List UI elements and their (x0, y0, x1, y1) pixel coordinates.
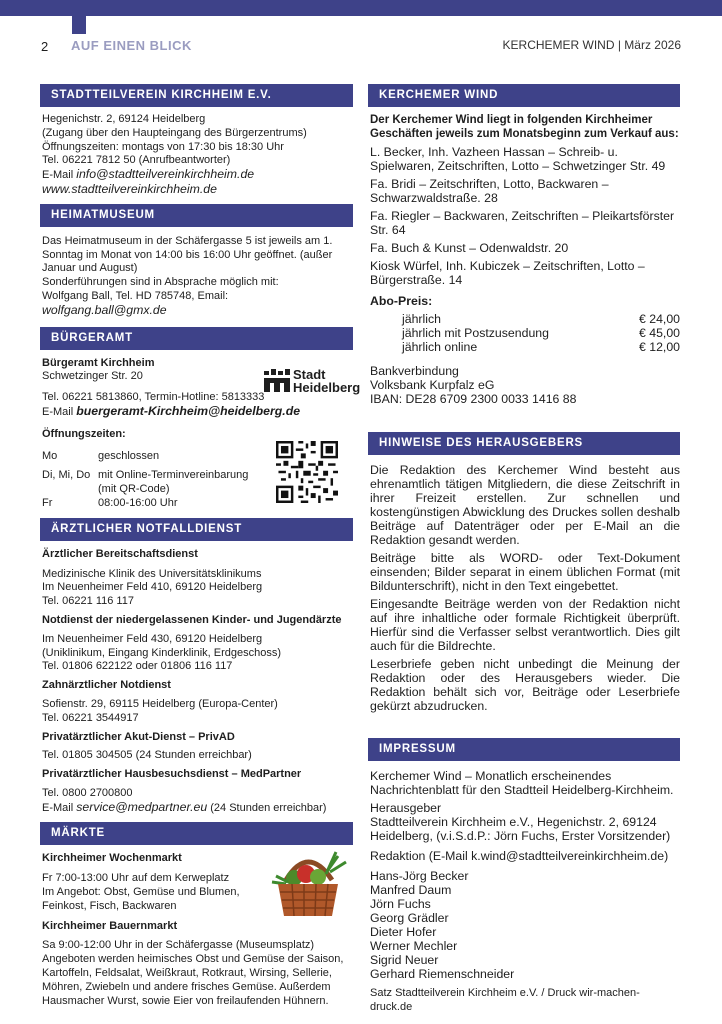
service-email-line (42, 801, 353, 816)
service-line: Tel. 06221 116 117 (42, 595, 134, 608)
publisher-label: Herausgeber (370, 801, 442, 815)
museum-text: Das Heimatmuseum in der Schäfergasse 5 ist jeweils am 1. Sonntag im Monat von 14:00 bis 16:00 Uhr geöffnet. (außer Januar und August) (42, 234, 333, 275)
member-name: Gerhard Riemenschneider (370, 967, 515, 981)
hinweis-paragraph: Leserbriefe geben nicht unbedingt die Meinung der Redaktion oder des Herausgebers wieder. Die Redaktion behält sich vor, Beiträge oder Leserbriefe gekürzt abzudrucken. (370, 657, 680, 713)
bank-line: Bankverbindung (370, 364, 459, 378)
price-value: € 24,00 (638, 312, 680, 326)
member-name: Werner Mechler (370, 939, 458, 953)
buergeramt-address: Schwetzinger Str. 20 (42, 370, 143, 383)
shop-item: Kiosk Würfel, Inh. Kubiczek – Zeitschriften, Lotto – Bürgerstraße. 14 (370, 259, 645, 287)
maerkte-header: MÄRKTE (40, 822, 353, 845)
contact-email-link[interactable]: wolfgang.ball@gmx.de (42, 302, 167, 317)
service-line: Medizinische Klinik des Universitätsklinikums (42, 567, 262, 580)
member-name: Sigrid Neuer (370, 953, 439, 967)
website-line (42, 183, 353, 198)
notfalldienst-header: ÄRZTLICHER NOTFALLDIENST (40, 518, 353, 541)
impressum-footer: Satz Stadtteilverein Kirchheim e.V. / Druck wir-machen-druck.de (370, 987, 640, 1013)
top-tab-marker (72, 16, 86, 34)
top-color-bar (0, 0, 722, 16)
email-prefix: E-Mail (42, 801, 77, 814)
logo-line: Stadt (293, 366, 326, 382)
hours-time: mit Online-Terminvereinbarung (98, 469, 249, 482)
logo-text (293, 368, 360, 394)
buergeramt-phone: Tel. 06221 5813860, Termin-Hotline: 5813333 (42, 391, 265, 404)
stadtteilverein-header: STADTTEILVEREIN KIRCHHEIM E.V. (40, 84, 353, 107)
service-line: Tel. 06221 3544917 (42, 711, 139, 724)
buergeramt-email-line (42, 405, 353, 420)
service-heading: Notdienst der niedergelassenen Kinder- und Jugendärzte (42, 613, 342, 626)
hinweise-header: HINWEISE DES HERAUSGEBERS (368, 432, 680, 455)
member-name: Jörn Fuchs (370, 897, 431, 911)
price-list (370, 312, 680, 354)
page-number: 2 (41, 39, 49, 54)
buergeramt-name: Bürgeramt Kirchheim (42, 356, 155, 369)
contact-prefix: Wolfgang Ball, Tel. HD 785748, Email: (42, 289, 229, 302)
page-section-title: AUF EINEN BLICK (71, 38, 192, 53)
bank-line: Volksbank Kurpfalz eG (370, 378, 495, 392)
email-prefix: E-Mail (42, 405, 77, 418)
hours-day: Di, Mi, Do (42, 469, 91, 482)
price-row (370, 312, 680, 326)
bank-info (370, 364, 680, 406)
service-line: Tel. 0800 2700800 (42, 786, 133, 799)
hours-time: 08:00-16:00 Uhr (98, 496, 178, 509)
member-name: Manfred Daum (370, 883, 452, 897)
heidelberg-logo-mark (264, 369, 290, 393)
email-prefix: E-Mail (42, 169, 77, 182)
market-line: Im Angebot: Obst, Gemüse und Blumen, (42, 886, 240, 899)
price-value: € 45,00 (638, 326, 680, 340)
service-line: Tel. 01806 622122 oder 01806 116 117 (42, 660, 233, 673)
right-column (368, 84, 680, 1014)
notfalldienst-info (42, 548, 353, 816)
price-row (370, 326, 680, 340)
market-text: Sa 9:00-12:00 Uhr in der Schäfergasse (Museumsplatz) Angeboten werden heimisches Obst und Gemüse der Saison, Kartoffeln, Feldsalat, Weißkraut, Rotkraut, Wirsing, Sellerie, Möhren, Zwiebeln und andere frisches Gemüse. Außerdem Hausmacher Wurst, sowie Eier von freilaufenden Hühnern. (42, 939, 344, 1007)
service-heading: Privatärztlicher Akut-Dienst – PrivAD (42, 730, 235, 743)
heidelberg-logo-icon (264, 368, 360, 394)
market-heading: Kirchheimer Bauernmarkt (42, 919, 178, 932)
info-line: (Zugang über den Haupteingang des Bürgerzentrums) (42, 126, 307, 139)
market-line: Feinkost, Fisch, Backwaren (42, 899, 177, 912)
impressum-header: IMPRESSUM (368, 738, 680, 761)
kerchemer-info (370, 113, 680, 406)
hinweis-paragraph: Eingesandte Beiträge werden von der Redaktion nicht auf ihre inhaltliche oder formale Richtigkeit überprüft. Hierfür sind die Verfasser selbst verantwortlich. Dies gilt auch für die Bildrechte. (370, 597, 680, 653)
website-link[interactable]: www.stadtteilvereinkirchheim.de (42, 181, 217, 196)
hinweis-paragraph: Beiträge bitte als WORD- oder Text-Dokument einsenden; Bilder separat in einem üblichen Format (mit Bildunterschrift), nicht in den Text eingebettet. (370, 551, 680, 593)
service-line: Tel. 01805 304505 (24 Stunden erreichbar) (42, 749, 252, 762)
service-heading: Zahnärztlicher Notdienst (42, 679, 171, 692)
price-label: jährlich online (402, 340, 478, 354)
service-line: Sofienstr. 29, 69115 Heidelberg (Europa-Center) (42, 697, 278, 710)
maerkte-info (42, 852, 353, 1008)
email-suffix: (24 Stunden erreichbar) (207, 801, 327, 814)
service-line: Im Neuenheimer Feld 410, 69120 Heidelberg (42, 581, 263, 594)
issue-label: KERCHEMER WIND | März 2026 (502, 38, 681, 52)
logo-line: Heidelberg (293, 379, 361, 395)
shop-item: Fa. Buch & Kunst – Odenwaldstr. 20 (370, 241, 569, 255)
email-link[interactable]: info@stadtteilvereinkirchheim.de (76, 167, 255, 182)
kerchemer-header: KERCHEMER WIND (368, 84, 680, 107)
price-row (370, 340, 680, 354)
hours-title: Öffnungszeiten: (42, 427, 126, 440)
service-line: (Uniklinikum, Eingang Kinderklinik, Erdgeschoss) (42, 646, 282, 659)
museum-contact (42, 290, 353, 319)
shop-item: Fa. Riegler – Backwaren, Zeitschriften – Pleikartsförster Str. 64 (370, 209, 675, 237)
member-name: Georg Grädler (370, 911, 449, 925)
buergeramt-email-link[interactable]: buergeramt-Kirchheim@heidelberg.de (76, 403, 301, 418)
hours-time: geschlossen (98, 449, 160, 462)
info-line: Öffnungszeiten: montags von 17:30 bis 18:30 Uhr (42, 140, 284, 153)
redaktion-line: Redaktion (E-Mail k.wind@stadtteilvereinkirchheim.de) (370, 849, 669, 863)
vegetable-basket-icon (266, 850, 350, 920)
hours-day (42, 483, 98, 497)
info-line: Hegenichstr. 2, 69124 Heidelberg (42, 113, 206, 125)
shop-item: Fa. Bridi – Zeitschriften, Lotto, Backwaren – Schwarzwaldstraße. 28 (370, 177, 609, 205)
member-list (370, 869, 680, 981)
hinweis-paragraph: Die Redaktion des Kerchemer Wind besteht aus ehrenamtlich tätigen Mitgliedern, die diese Zeitschrift in ihrer Freizeit erstellen. Zur schnellen und kostengünstigen Abwicklung des Druckes sollen deshalb Beiträge auf Datenträger oder per E-Mail an die Redaktion gesandt werden. (370, 463, 680, 547)
publisher-text: Stadtteilverein Kirchheim e.V., Hegenichstr. 2, 69124 Heidelberg, (v.i.S.d.P.: Jörn Fuchs, Erster Vorsitzender) (370, 815, 671, 843)
email-line (42, 168, 353, 183)
medpartner-email-link[interactable]: service@medpartner.eu (76, 799, 208, 814)
market-heading: Kirchheimer Wochenmarkt (42, 852, 182, 865)
market-line: Fr 7:00-13:00 Uhr auf dem Kerweplatz (42, 872, 230, 885)
service-heading: Privatärztlicher Hausbesuchsdienst – MedPartner (42, 768, 302, 781)
impressum-intro: Kerchemer Wind – Monatlich erscheinendes Nachrichtenblatt für den Stadtteil Heidelberg-Kirchheim. (370, 769, 674, 797)
shop-item: L. Becker, Inh. Vazheen Hassan – Schreib- u. Spielwaren, Zeitschriften, Lotto – Schwetzinger Str. 49 (370, 145, 666, 173)
member-name: Hans-Jörg Becker (370, 869, 469, 883)
hinweise-info (370, 463, 680, 713)
member-name: Dieter Hofer (370, 925, 437, 939)
impressum-info (370, 769, 680, 1014)
service-heading: Ärztlicher Bereitschaftsdienst (42, 547, 198, 560)
hours-time: (mit QR-Code) (98, 483, 170, 496)
heimatmuseum-header: HEIMATMUSEUM (40, 204, 353, 227)
price-value: € 12,00 (638, 340, 680, 354)
price-label: jährlich mit Postzusendung (402, 326, 549, 340)
hours-day: Fr (42, 496, 53, 509)
price-label: jährlich (402, 312, 441, 326)
hours-day: Mo (42, 449, 58, 462)
qr-code-icon[interactable] (276, 441, 338, 503)
museum-line: Sonderführungen sind in Absprache möglich mit: (42, 276, 279, 289)
stadtteilverein-info (42, 113, 353, 198)
service-line: Im Neuenheimer Feld 430, 69120 Heidelberg (42, 632, 263, 645)
abo-title: Abo-Preis: (370, 294, 433, 308)
info-line: Tel. 06221 7812 50 (Anrufbeantworter) (42, 154, 231, 167)
left-column (40, 84, 361, 1008)
buergeramt-header: BÜRGERAMT (40, 327, 353, 350)
bank-line: IBAN: DE28 6709 2300 0033 1416 88 (370, 392, 577, 406)
kerchemer-intro: Der Kerchemer Wind liegt in folgenden Kirchheimer Geschäften jeweils zum Monatsbeginn zum Verkauf aus: (370, 114, 679, 140)
buergeramt-info (42, 356, 361, 511)
heimatmuseum-info (42, 235, 353, 319)
